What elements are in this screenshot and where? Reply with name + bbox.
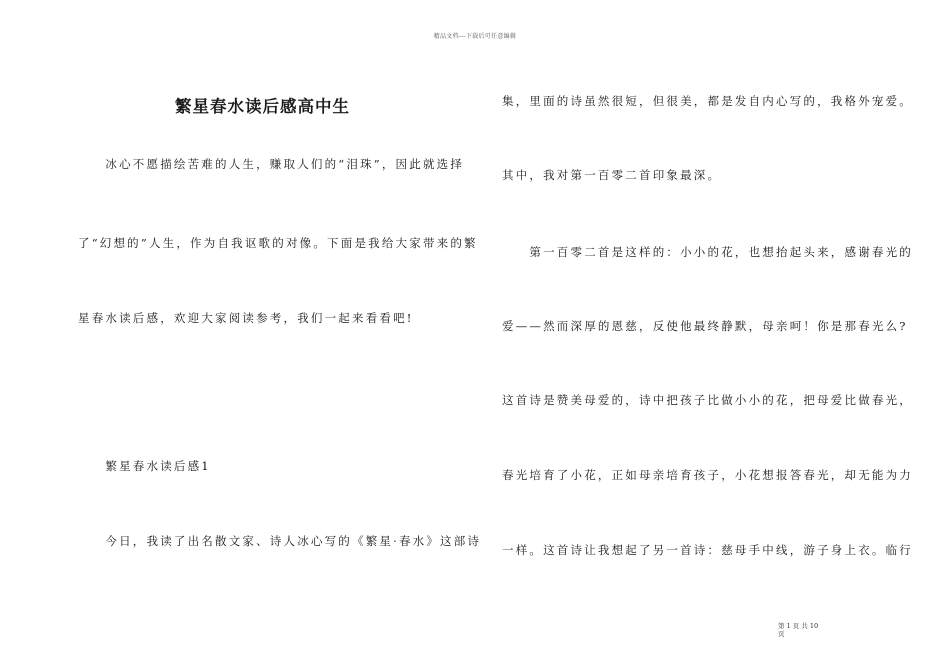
paragraph-line: 星春水读后感，欢迎大家阅读参考，我们一起来看看吧! <box>78 311 414 325</box>
paragraph-line: 其中，我对第一百零二首印象最深。 <box>502 168 722 182</box>
paragraph-line: 今日，我读了出名散文家、诗人冰心写的《繁星·春水》这部诗 <box>78 534 482 548</box>
paragraph-line: 一样。这首诗让我想起了另一首诗：慈母手中线，游子身上衣。临行 <box>502 543 913 557</box>
paragraph-line: 春光培育了小花，正如母亲培育孩子，小花想报答春光，却无能为力 <box>502 468 913 482</box>
paragraph-line: 集，里面的诗虽然很短，但很美，都是发自内心写的，我格外宠爱。 <box>502 94 913 108</box>
paragraph-line: 爱——然而深厚的恩慈，反使他最终静默，母亲呵！你是那春光么? <box>502 319 908 333</box>
section-heading: 繁星春水读后感1 <box>78 459 211 473</box>
paragraph-line: 冰心不愿描绘苦难的人生，赚取人们的“泪珠”，因此就选择 <box>78 157 465 171</box>
paragraph-line: 这首诗是赞美母爱的，诗中把孩子比做小小的花，把母爱比做春光， <box>502 393 913 407</box>
paragraph-line: 第一百零二首是这样的：小小的花，也想抬起头来，感谢春光的 <box>502 245 913 259</box>
paragraph-line: 了“幻想的”人生，作为自我讴歌的对像。下面是我给大家带来的繁 <box>78 236 478 250</box>
page-header: 精品文档---下载后可任意编辑 <box>433 33 517 40</box>
document-title: 繁星春水读后感高中生 <box>175 97 350 116</box>
page-number-line-2: 页 <box>778 630 785 638</box>
page-number-footer <box>778 622 818 638</box>
page-number-line-1: 第 1 页 共 10 <box>778 622 819 630</box>
